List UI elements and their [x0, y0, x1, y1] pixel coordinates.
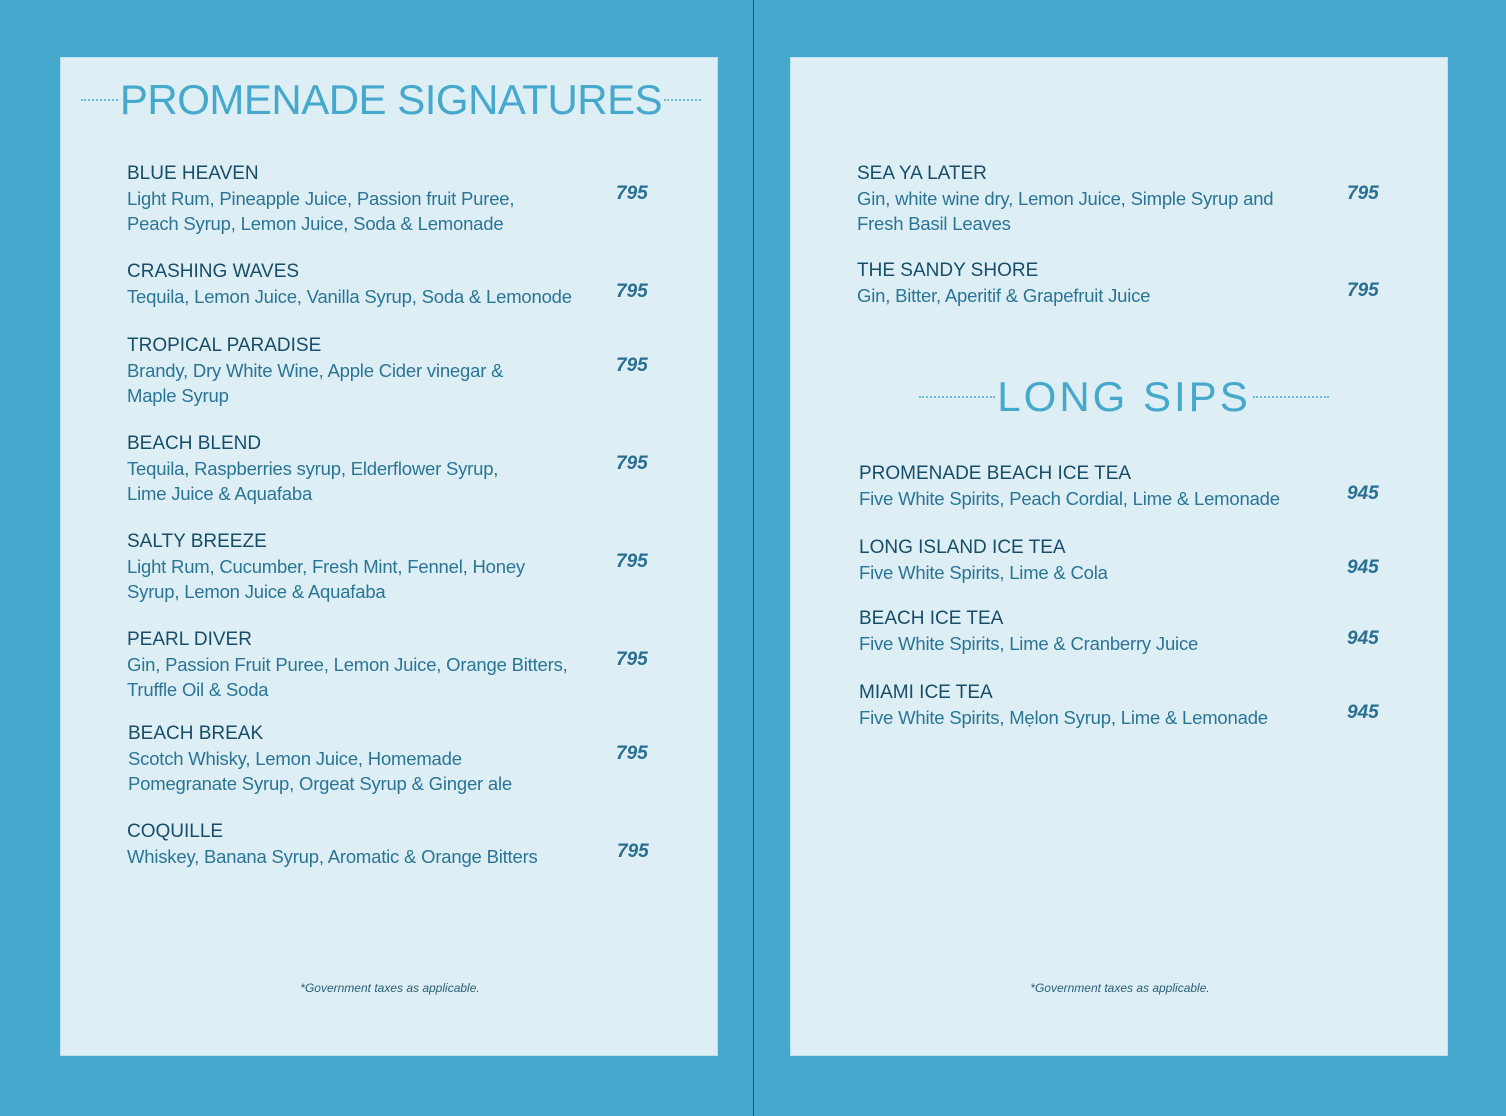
menu-item-miami-ice-tea — [859, 681, 1399, 730]
menu-item-salty-breeze — [127, 530, 667, 604]
item-price: 945 — [1347, 483, 1379, 504]
item-description: Light Rum, Cucumber, Fresh Mint, Fennel, Honey Syrup, Lemon Juice & Aquafaba — [127, 556, 525, 602]
item-description: Tequila, Lemon Juice, Vanilla Syrup, Soda & Lemonode — [127, 286, 572, 307]
item-description: Gin, Bitter, Aperitif & Grapefruit Juice — [857, 285, 1151, 306]
tax-footnote: *Government taxes as applicable. — [300, 981, 480, 995]
item-price: 795 — [616, 743, 648, 764]
menu-item-beach-break — [128, 722, 668, 796]
item-name: BEACH BLEND — [127, 433, 262, 454]
item-name: CRASHING WAVES — [127, 261, 300, 282]
menu-item-tropical-paradise — [127, 334, 667, 408]
item-price: 795 — [1347, 183, 1379, 204]
item-price: 795 — [616, 183, 648, 204]
item-description: Scotch Whisky, Lemon Juice, Homemade Pomegranate Syrup, Orgeat Syrup & Ginger ale — [128, 748, 513, 794]
menu-page-left — [60, 57, 718, 1056]
menu-item-sea-ya-later — [857, 162, 1397, 236]
item-name: COQUILLE — [127, 821, 224, 842]
item-name: SEA YA LATER — [857, 163, 987, 184]
item-name: BEACH ICE TEA — [859, 608, 1004, 629]
item-description: Light Rum, Pineapple Juice, Passion fruit Puree, Peach Syrup, Lemon Juice, Soda & Lemonade — [127, 188, 515, 234]
item-price: 795 — [616, 281, 648, 302]
item-name: TROPICAL PARADISE — [127, 335, 322, 356]
item-description: Brandy, Dry White Wine, Apple Cider vinegar & Maple Syrup — [127, 360, 504, 406]
menu-item-beach-blend — [127, 432, 667, 506]
book-spine — [753, 0, 754, 1116]
tax-footnote: *Government taxes as applicable. — [1030, 981, 1210, 995]
item-name: PEARL DIVER — [127, 629, 252, 650]
item-name: SALTY BREEZE — [127, 531, 267, 552]
menu-item-coquille — [127, 820, 667, 869]
item-price: 945 — [1347, 557, 1379, 578]
section-heading-signatures — [81, 76, 701, 124]
section-heading-text: LONG SIPS — [997, 373, 1251, 420]
item-name: BLUE HEAVEN — [127, 163, 259, 184]
item-price: 795 — [617, 841, 649, 862]
item-description: Five White Spirits, Lime & Cola — [859, 562, 1108, 583]
item-description: Gin, Passion Fruit Puree, Lemon Juice, Orange Bitters, Truffle Oil & Soda — [127, 654, 568, 700]
item-price: 945 — [1347, 628, 1379, 649]
menu-page-right — [790, 57, 1448, 1056]
menu-item-pearl-diver — [127, 628, 667, 702]
item-name: PROMENADE BEACH ICE TEA — [859, 463, 1132, 484]
section-heading-long-sips — [919, 373, 1329, 421]
item-name: BEACH BREAK — [128, 723, 264, 744]
heading-dots-right — [664, 99, 701, 101]
item-description: Tequila, Raspberries syrup, Elderflower Syrup, Lime Juice & Aquafaba — [127, 458, 499, 504]
item-price: 795 — [616, 551, 648, 572]
menu-item-blue-heaven — [127, 162, 667, 236]
heading-dots-left — [81, 99, 118, 101]
heading-dots-left — [919, 396, 995, 398]
item-name: MIAMI ICE TEA — [859, 682, 993, 703]
item-price: 945 — [1347, 702, 1379, 723]
item-price: 795 — [616, 649, 648, 670]
menu-item-beach-ice-tea — [859, 607, 1399, 656]
item-description: Five White Spirits, Lime & Cranberry Juice — [859, 633, 1199, 654]
item-description: Whiskey, Banana Syrup, Aromatic & Orange Bitters — [127, 846, 538, 867]
item-description: Five White Spirits, Peach Cordial, Lime & Lemonade — [859, 488, 1280, 509]
menu-item-crashing-waves — [127, 260, 667, 309]
item-name: LONG ISLAND ICE TEA — [859, 537, 1066, 558]
menu-item-promenade-beach-ice-tea — [859, 462, 1399, 511]
item-name: THE SANDY SHORE — [857, 260, 1039, 281]
item-description: Gin, white wine dry, Lemon Juice, Simple Syrup and Fresh Basil Leaves — [857, 188, 1274, 234]
item-price: 795 — [1347, 280, 1379, 301]
item-description: Five White Spirits, Mẹlon Syrup, Lime & Lemonade — [859, 707, 1268, 728]
section-heading-text: PROMENADE SIGNATURES — [119, 76, 663, 123]
menu-item-the-sandy-shore — [857, 259, 1397, 308]
item-price: 795 — [616, 355, 648, 376]
item-price: 795 — [616, 453, 648, 474]
heading-dots-right — [1253, 396, 1329, 398]
menu-item-long-island-ice-tea — [859, 536, 1399, 585]
